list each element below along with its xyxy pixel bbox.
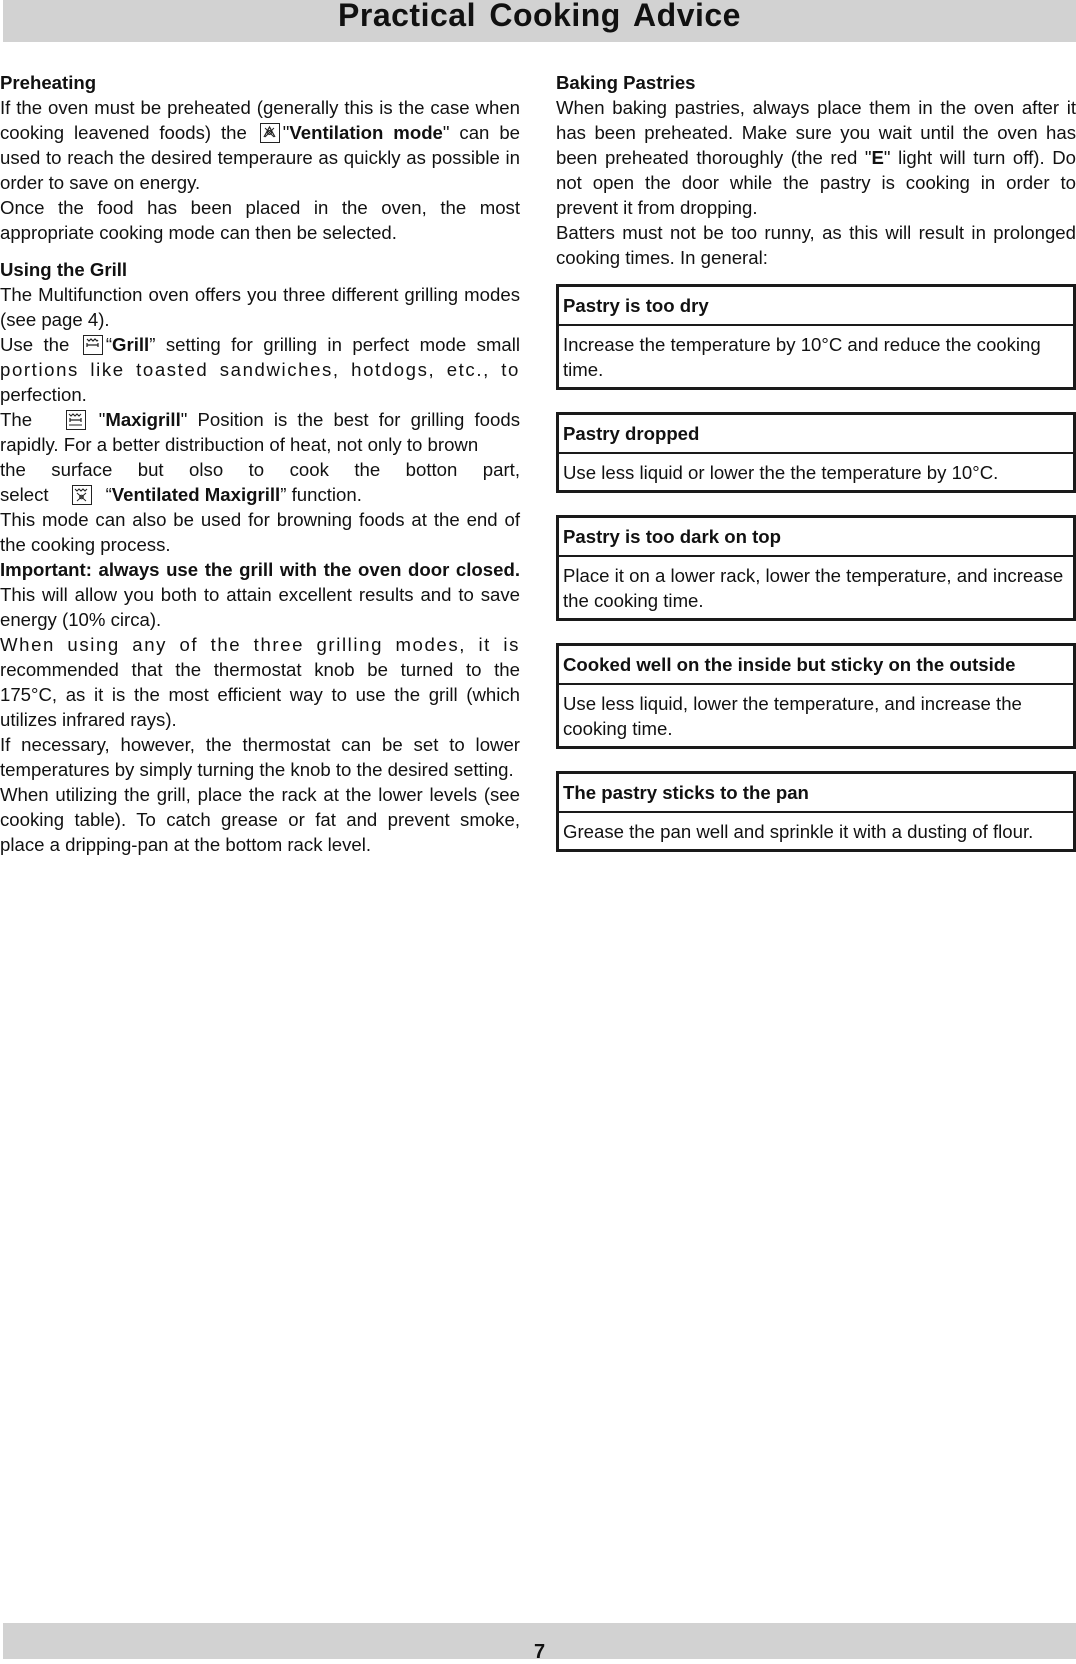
tip-solution: Place it on a lower rack, lower the temperature, and increase the cooking time. (563, 565, 1064, 611)
baking-heading: Baking Pastries (556, 72, 696, 93)
grill-paragraph-3-line-3: the surface but olso to cook the botton part, (0, 459, 520, 480)
e-light-label: E (871, 147, 884, 168)
grill-paragraph-3 (0, 407, 520, 457)
text: Use the (0, 334, 70, 355)
tip-box (556, 412, 1076, 493)
text: “ (105, 334, 113, 355)
text: ” function. (280, 484, 362, 505)
text: " (98, 409, 106, 430)
text: " can be used to reach the desired temperaure as quickly as possible in order to save on energy. (0, 122, 520, 193)
tip-problem: Pastry is too dry (559, 287, 1073, 326)
baking-paragraph-2: Batters must not be too runny, as this will result in prolonged cooking times. In general: (556, 222, 1076, 268)
page-title: Practical Cooking Advice (338, 0, 741, 33)
grill-paragraph-4: This mode can also be used for browning foods at the end of the cooking process. (0, 509, 520, 555)
tip-box (556, 515, 1076, 621)
grill-label: Grill (112, 334, 150, 355)
grill-paragraph-2-line-3: perfection. (0, 384, 87, 405)
baking-paragraph-1 (556, 95, 1076, 220)
grill-icon (83, 335, 103, 355)
text: ” setting for grilling in perfect mode small (149, 334, 520, 355)
grill-paragraph-2-line-2: portions like toasted sandwiches, hotdogs, etc., to (0, 359, 520, 380)
grill-paragraph-1: The Multifunction oven offers you three different grilling modes (see page 4). (0, 284, 520, 330)
text: " (282, 122, 290, 143)
text: If the oven must be preheated (generally this is the case when cooking leavened foods) the (0, 97, 520, 143)
footer-bar (3, 1623, 1076, 1663)
tip-solution: Increase the temperature by 10°C and reduce the cooking time. (563, 334, 1041, 380)
text: select (0, 484, 49, 505)
title-bar (3, 0, 1076, 42)
text: The (0, 409, 33, 430)
tip-problem: Pastry dropped (559, 415, 1073, 454)
left-column (0, 70, 520, 857)
tip-box (556, 771, 1076, 852)
preheating-heading: Preheating (0, 72, 97, 93)
right-column (556, 70, 1076, 852)
maxigrill-icon (66, 410, 86, 430)
grill-paragraph-8: When utilizing the grill, place the rack at the lower levels (see cooking table). To catch grease or fat and prevent smoke, place a dripping-pan at the bottom rack level. (0, 784, 520, 855)
tip-solution: Use less liquid, lower the temperature, and increase the cooking time. (563, 693, 1022, 739)
ventilation-mode-icon (260, 123, 280, 143)
text: “ (105, 484, 112, 505)
grill-paragraph-7: If necessary, however, the thermostat can be set to lower temperatures by simply turning the knob to the desired setting. (0, 734, 520, 780)
preheating-paragraph-1 (0, 95, 520, 195)
tip-solution: Use less liquid or lower the the temperature by 10°C. (563, 462, 999, 483)
tip-box (556, 284, 1076, 390)
text: When baking pastries, always place them in the oven after it has been preheated. Make sure you wait until the oven has been preheated thoroughly (the red " (556, 97, 1076, 168)
tip-problem: Pastry is too dark on top (559, 518, 1073, 557)
tip-box (556, 643, 1076, 749)
text: " Position is the best for grilling foods rapidly. For a better distribuction of heat, not only to brown (0, 409, 521, 455)
tip-solution: Grease the pan well and sprinkle it with a dusting of flour. (563, 821, 1034, 842)
preheating-paragraph-2: Once the food has been placed in the oven, the most appropriate cooking mode can then be selected. (0, 197, 520, 243)
text: This will allow you both to attain excellent results and to save energy (10% circa). (0, 584, 520, 630)
grill-paragraph-6-line-1: When using any of the three grilling modes, it is (0, 634, 520, 655)
grill-paragraph-2-line-1 (0, 332, 520, 357)
grill-paragraph-6: recommended that the thermostat knob be turned to the 175°C, as it is the most efficient way to use the grill (which utilizes infrared rays). (0, 659, 520, 730)
grill-paragraph-5 (0, 557, 520, 632)
grill-paragraph-3-line-4 (0, 482, 520, 507)
page-number: 7 (533, 1641, 546, 1663)
tip-problem: Cooked well on the inside but sticky on the outside (559, 646, 1073, 685)
ventilation-mode-label: Ventilation mode (289, 122, 443, 143)
important-notice: Important: always use the grill with the oven door closed. (0, 559, 520, 580)
ventilated-maxigrill-label: Ventilated Maxigrill (111, 484, 281, 505)
maxigrill-label: Maxigrill (105, 409, 181, 430)
text: " light will turn off). Do not open the door while the pastry is cooking in order to prevent it from dropping. (556, 147, 1076, 218)
tip-problem: The pastry sticks to the pan (559, 774, 1073, 813)
ventilated-maxigrill-icon (72, 485, 92, 505)
grill-heading: Using the Grill (0, 259, 128, 280)
